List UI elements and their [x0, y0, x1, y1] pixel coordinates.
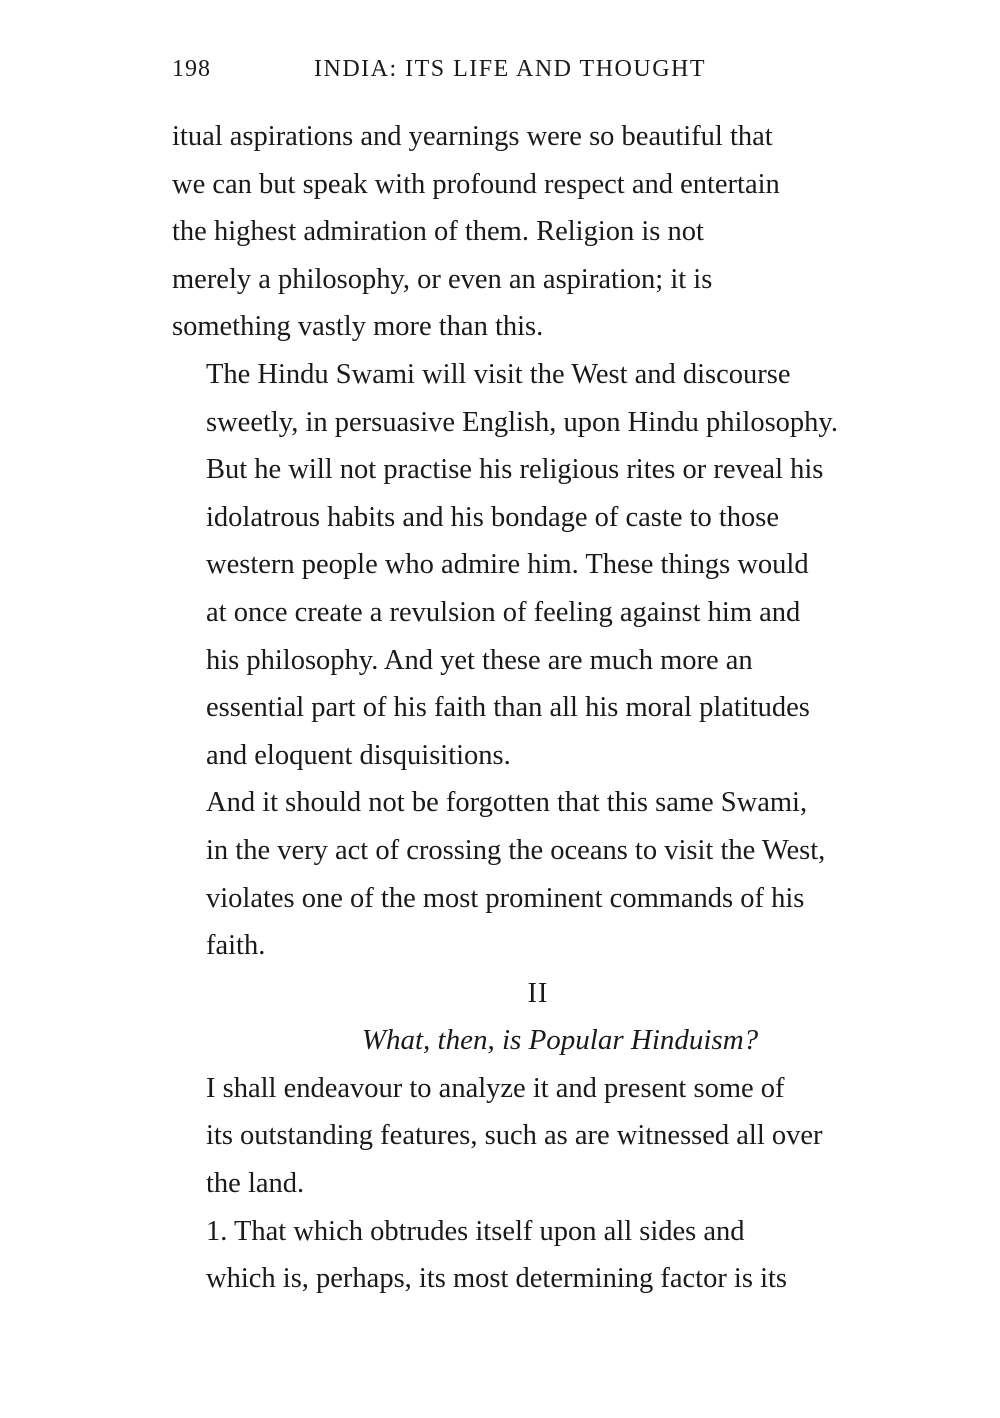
text-line: And it should not be forgotten that this same Swami, [206, 787, 808, 819]
paragraph-continuation [172, 113, 900, 351]
page-number: 198 [172, 56, 211, 82]
text-line: we can but speak with profound respect and entertain [172, 168, 780, 200]
text-line: essential part of his faith than all his moral platitudes [206, 692, 810, 724]
text-line: I shall endeavour to analyze it and present some of [206, 1072, 785, 1104]
text-line: The Hindu Swami will visit the West and discourse [206, 358, 791, 390]
text-line: its outstanding features, such as are witnessed all over [206, 1120, 823, 1152]
text-line: something vastly more than this. [172, 311, 544, 343]
paragraph-analyze [172, 1065, 900, 1208]
paragraph-swami-west [172, 351, 900, 779]
text-line: which is, perhaps, its most determining factor is its [206, 1263, 787, 1295]
paragraph-numbered-point [172, 1208, 900, 1303]
text-line: sweetly, in persuasive English, upon Hindu philosophy. [206, 406, 838, 438]
text-line: 1. That which obtrudes itself upon all sides and [206, 1215, 745, 1247]
running-head [172, 56, 902, 86]
text-line: faith. [206, 930, 266, 962]
text-line: western people who admire him. These things would [206, 549, 809, 581]
text-line: idolatrous habits and his bondage of caste to those [206, 501, 780, 533]
text-line: his philosophy. And yet these are much more an [206, 644, 753, 676]
text-line: at once create a revulsion of feeling against him and [206, 596, 801, 628]
section-number: II [527, 977, 549, 1009]
text-line: in the very act of crossing the oceans to visit the West, [206, 834, 826, 866]
body-text [172, 113, 900, 1303]
text-line: merely a philosophy, or even an aspiration; it is [172, 263, 713, 295]
text-line: the land. [206, 1168, 305, 1200]
text-line: But he will not practise his religious rites or reveal his [206, 454, 824, 486]
running-title: INDIA: ITS LIFE AND THOUGHT [314, 56, 707, 82]
paragraph-crossing-oceans [172, 779, 900, 969]
text-line: the highest admiration of them. Religion is not [172, 216, 704, 248]
section-title: What, then, is Popular Hinduism? [361, 1024, 759, 1057]
text-line: and eloquent disquisitions. [206, 739, 511, 771]
text-line: violates one of the most prominent commands of his [206, 882, 805, 914]
text-line: itual aspirations and yearnings were so beautiful that [172, 121, 773, 152]
